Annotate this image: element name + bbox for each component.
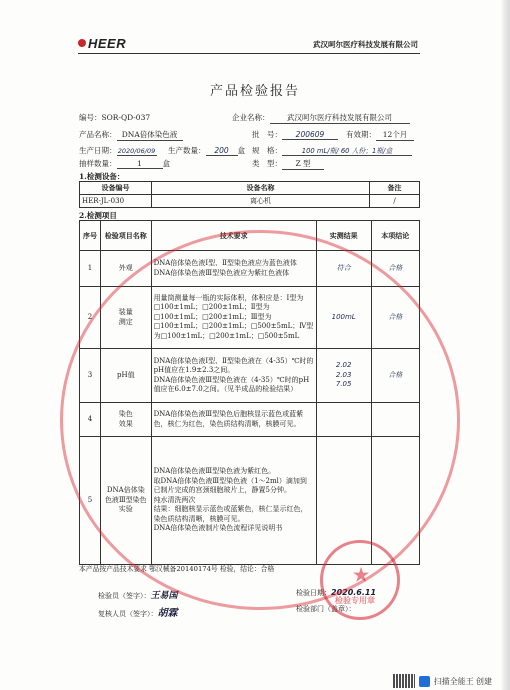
seal-text: 检验专用章 [335,595,375,605]
table-row: 2 装量 测定 用量筒测量每一瓶的实际体积，体积应是：Ⅰ型为□100±1mL；□200±1mL；Ⅱ型为□100±1mL；□200±1mL；Ⅲ型为□100±1mL；□200±1mL；□500±5mL；Ⅳ型为□100±1mL；□200±1mL；□500±5mL 100mL 合格 [80,287,420,349]
inspection-header-row: 序号 检验项目名称 技术要求 实测结果 本项结论 [80,221,420,251]
sample-field: 抽样数量： 1 盒 [79,159,170,168]
batch-field: 批 号： 200609 [252,129,338,140]
equipment-table [79,181,420,208]
letterhead-company: 武汉呵尔医疗科技发展有限公司 [313,40,418,49]
inspection-table [79,220,420,565]
equipment-row: HER-JL-030 离心机 / [80,195,420,208]
prod-date-field: 生产日期：2020/06/09 [79,146,156,155]
section-equipment: 1.检测设备： [79,172,125,181]
page-edge-shadow [502,0,510,690]
logo-dot-icon [78,39,86,47]
table-row: 1 外观 DNA倍体染色液Ⅰ型、Ⅱ型染色液应为蓝色液体 DNA倍体染色液Ⅲ型染色液应为紫红色液体 符合 合格 [80,251,420,287]
spec-field: 规 格： 100 mL/瓶/ 60 人份；1瓶/盒 [252,145,412,156]
type-field: 类 型： Z 型 [252,158,324,170]
equip-col-note: 备注 [370,182,420,195]
approver-field: 复核人员（签字）：胡霖 [98,608,178,619]
qr-code-icon [393,674,415,688]
scanner-watermark: 扫描全能王 创建 [393,674,492,688]
section-items: 2.检测项目 [79,211,117,220]
prod-qty-field: 生产数量： 200 盒 [168,146,245,155]
seal-star-icon: ★ [353,565,370,586]
code-field: 编号：SOR-QD-037 [79,113,151,122]
letterhead [78,36,418,52]
heer-logo [78,36,126,51]
product-field: 产品名称： DNA倍体染色液 [79,129,183,141]
validity-field: 有效期： 12个月 [346,129,414,141]
letterhead-rule [78,53,420,54]
equip-col-code: 设备编号 [80,182,152,195]
equip-col-name: 设备名称 [152,182,370,195]
report-title: 产品检验报告 [209,84,300,99]
check-date-field: 检验日期：2020.6.11 [296,588,377,597]
logo-text: HEER [88,36,127,51]
inspector-field: 检验员（签字）：王易国 [98,591,178,601]
table-row: 4 染色 效果 DNA倍体染色液Ⅲ型染色后胞核显示蓝色或蓝紫色，核仁为红色，染色质结构清晰，核膜可见。 [80,403,420,437]
table-row: 3 pH值 DNA倍体染色液Ⅰ型、Ⅱ型染色液在（4-35）℃时的pH值应在1.9±2.3之间。 DNA倍体染色液Ⅲ型染色液在（4-35）℃时的pH值应在6.0±7.0之间。（见半成品的检验结果） 2.02 2.03 7.05 合格 [80,349,420,403]
basis-statement: 本产品按产品技术要求 鄂汉械备20140174号 检验，结论：合格 [79,565,275,573]
table-row: 5 DNA倍体染 色液Ⅲ型染色 实验 DNA倍体染色液Ⅲ型染色液为紫红色。 取DNA倍体染色液Ⅲ型染色液（1～2ml）滴加到已制片完成的宫颈细胞玻片上，静置5分钟。 纯水清洗两次 结果：细胞核显示蓝色或蓝紫色，核仁显示红色，染色质结构清晰，核膜可见。 DNA倍体染色液制片染色流程详见说明书 [80,437,420,565]
equipment-header-row [80,182,420,195]
company-field: 企业名称： 武汉呵尔医疗科技发展有限公司 [232,112,410,124]
camscanner-icon [419,676,430,687]
dept-field: 检验部门（盖章）： [296,605,356,613]
